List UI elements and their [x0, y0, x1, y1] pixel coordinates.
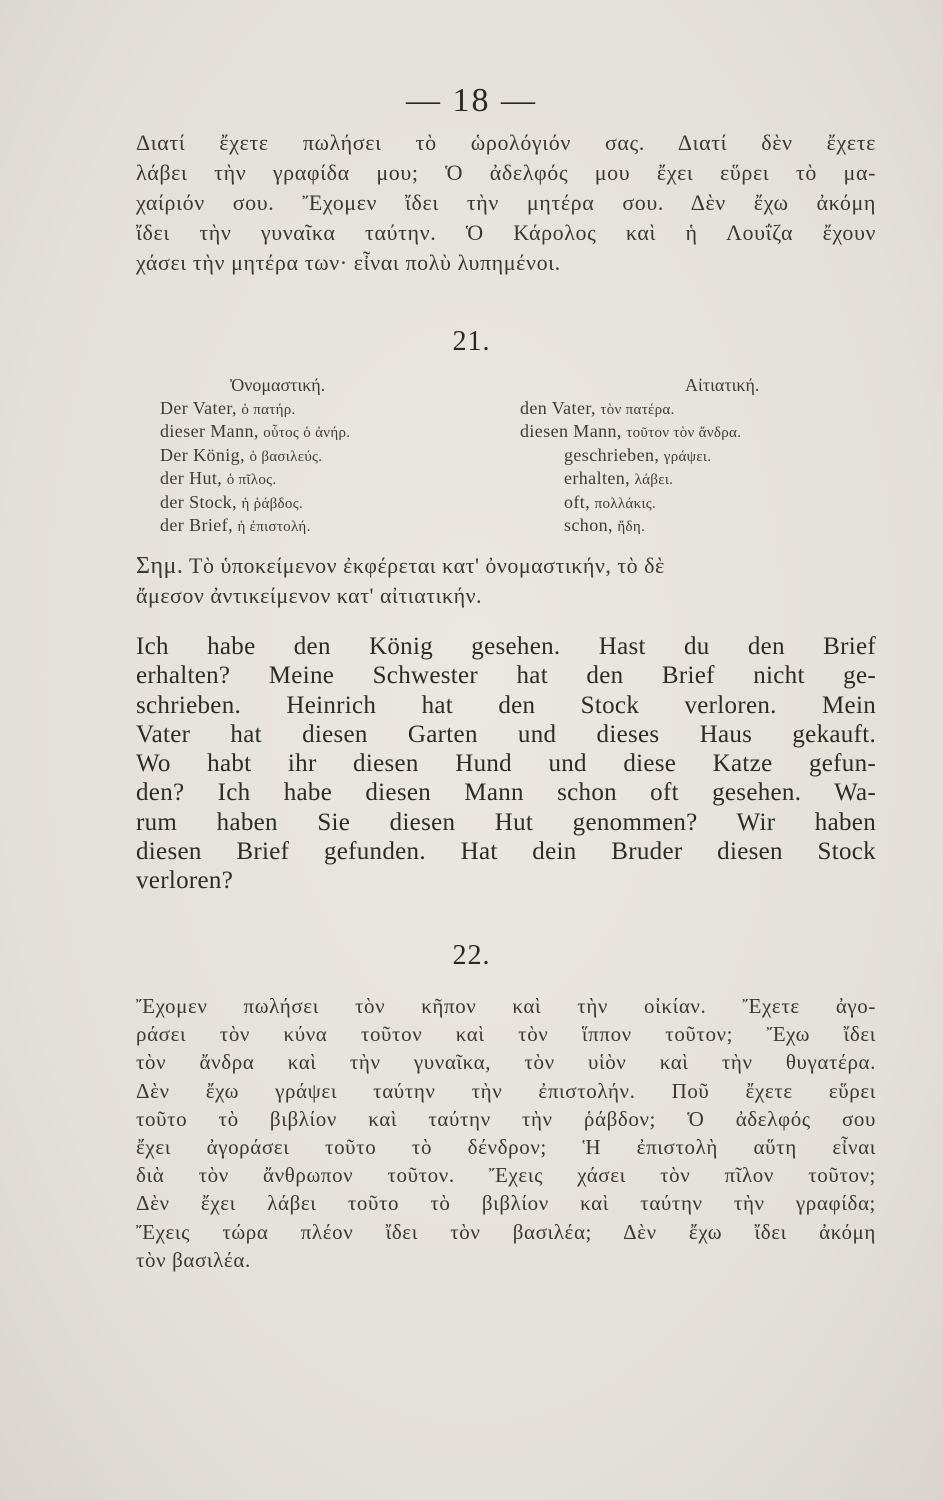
vocab-row: diesen Mann, τοῦτον τὸν ἄνδρα. — [520, 421, 742, 441]
text-line: Δὲν ἔχει λάβει τοῦτο τὸ βιβλίον καὶ ταύτην τὴν γραφίδα; — [136, 1191, 876, 1216]
text-line: Δὲν ἔχω γράψει ταύτην τὴν ἐπιστολήν. Ποῦ ἔχετε εὕρει — [136, 1078, 876, 1103]
vocab-row: Der Vater, ὁ πατήρ. — [160, 397, 296, 418]
text-line: χαίριόν σου. Ἔχομεν ἴδει τὴν μητέρα σου. Δὲν ἔχω ἀκόμη — [136, 190, 876, 215]
text-line: verloren? — [136, 867, 234, 895]
vocab-row: der Brief, ἡ ἐπιστολή. — [160, 515, 311, 535]
text-line: τὸν βασιλέα. — [136, 1247, 251, 1272]
page-number: — 18 — — [406, 82, 537, 119]
accusative-column — [520, 375, 759, 539]
nominative-heading: Ὀνομαστική. — [230, 375, 326, 395]
vocab-row: oft, πολλάκις. — [564, 491, 657, 512]
text-line: Διατί ἔχετε πωλήσει τὸ ὡρολόγιόν σας. Διατί δὲν ἔχετε — [136, 130, 876, 155]
nominative-column — [160, 375, 350, 539]
text-line: ράσει τὸν κύνα τοῦτον καὶ τὸν ἵππον τοῦτον; Ἔχω ἴδει — [136, 1022, 876, 1047]
vocab-row: geschrieben, γράψει. — [564, 444, 712, 465]
grammar-note — [136, 551, 876, 611]
section-heading-22: 22. — [452, 940, 491, 971]
vocab-row: erhalten, λάβει. — [564, 468, 674, 488]
text-line: Ἔχεις τώρα πλέον ἴδει τὸν βασιλέα; Δὲν ἔχω ἴδει ἀκόμη — [136, 1219, 876, 1244]
vocab-row: der Hut, ὁ πῖλος. — [160, 468, 277, 488]
text-line: Vater hat diesen Garten und dieses Haus gekauft. — [136, 720, 876, 748]
text-line: τὸν ἄνδρα καὶ τὴν γυναῖκα, τὸν υἱὸν καὶ τὴν θυγατέρα. — [136, 1050, 876, 1075]
text-line: den? Ich habe diesen Mann schon oft gesehen. Wa- — [136, 779, 876, 807]
text-line: diesen Brief gefunden. Hat dein Bruder diesen Stock — [136, 838, 876, 866]
text-line: τοῦτο τὸ βιβλίον καὶ ταύτην τὴν ῥάβδον; Ὁ ἀδελφός σου — [136, 1106, 876, 1131]
note-label: Σημ. — [136, 553, 184, 579]
note-line-2: ἄμεσον ἀντικείμενον κατ' αἰτιατικήν. — [136, 583, 483, 608]
text-line: χάσει τὴν μητέρα των· εἶναι πολὺ λυπημένοι. — [136, 250, 561, 275]
text-line: διὰ τὸν ἄνθρωπον τοῦτον. Ἔχεις χάσει τὸν πῖλον τοῦτον; — [136, 1163, 876, 1188]
accusative-heading: Αἰτιατική. — [685, 375, 760, 395]
greek-exercise-22 — [136, 992, 876, 1274]
text-line: erhalten? Meine Schwester hat den Brief nicht ge- — [136, 662, 876, 690]
text-line: Ἔχομεν πωλήσει τὸν κῆπον καὶ τὴν οἰκίαν. Ἔχετε ἀγο- — [136, 994, 876, 1018]
text-line: schrieben. Heinrich hat den Stock verloren. Mein — [136, 691, 876, 719]
text-line: rum haben Sie diesen Hut genommen? Wir haben — [136, 808, 876, 836]
note-line-1: Σημ. Τὸ ὑποκείμενον ἐκφέρεται κατ' ὀνομαστικήν, τὸ δὲ — [136, 553, 665, 579]
text-line: ἴδει τὴν γυναῖκα ταύτην. Ὁ Κάρολος καὶ ἡ Λουΐζα ἔχουν — [136, 220, 876, 245]
greek-paragraph-intro — [136, 128, 876, 278]
text-line: λάβει τὴν γραφίδα μου; Ὁ ἀδελφός μου ἔχει εὕρει τὸ μα- — [136, 160, 876, 185]
text-line: ἔχει ἀγοράσει τοῦτο τὸ δένδρον; Ἡ ἐπιστολὴ αὕτη εἶναι — [136, 1135, 876, 1160]
german-exercise — [136, 632, 876, 896]
text-line: Ich habe den König gesehen. Hast du den Brief — [136, 633, 876, 660]
vocab-row: Der König, ὁ βασιλεύς. — [160, 444, 323, 465]
vocab-row: dieser Mann, οὗτος ὁ ἀνήρ. — [160, 421, 351, 441]
text-line: Wo habt ihr diesen Hund und diese Katze gefun- — [136, 750, 876, 778]
vocab-row: der Stock, ἡ ῥάβδος. — [160, 491, 304, 512]
section-heading-21: 21. — [452, 326, 491, 357]
vocab-row: schon, ἤδη. — [564, 515, 646, 535]
vocab-row: den Vater, τὸν πατέρα. — [520, 397, 675, 418]
